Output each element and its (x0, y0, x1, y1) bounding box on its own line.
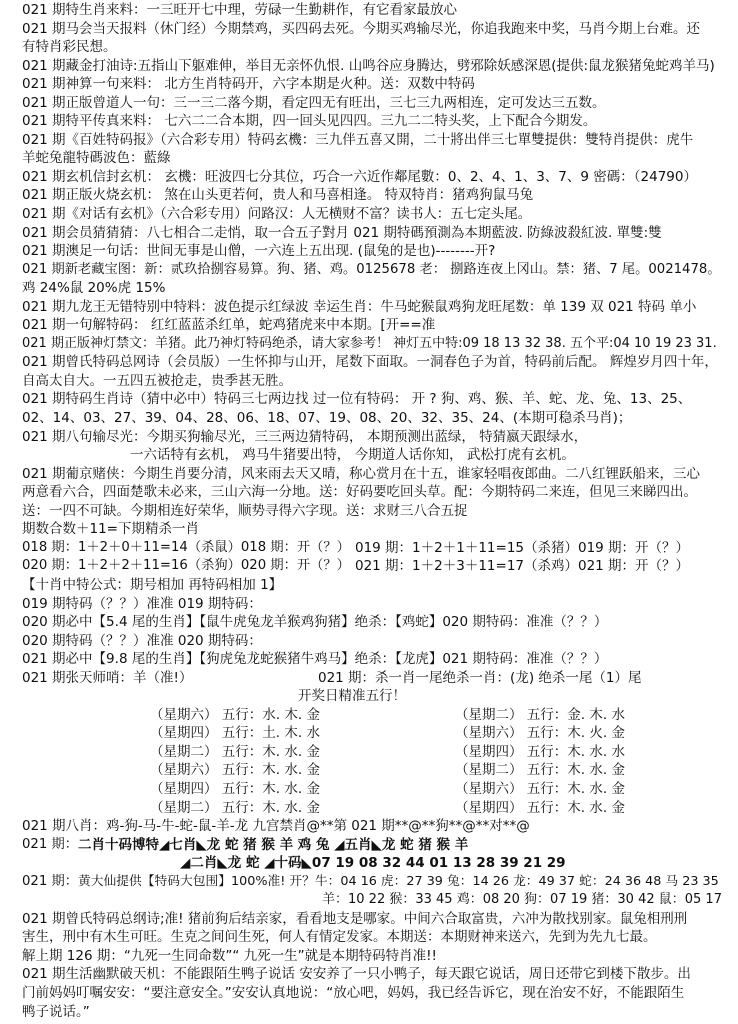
line-aozu-yijuhua: 021 期澳足一句话：世间无事是山僧，一六连上五出现. (鼠兔的是也)--------开? (22, 243, 496, 260)
line-te-shengxiao: 021 期特生肖来料：一三旺开七中理，劳碌一生勤耕作，有它看家最放心 (22, 2, 458, 18)
humor-line: 门前妈妈叮嘱安安：“要注意安全。”安安认真地说：“放心吧，妈妈，我已经告诉它，现在治安不好，不能跟陌生 (22, 984, 685, 1001)
bizhong-line: 020 期必中【5.4 尾的生肖】【鼠牛虎兔龙羊猴鸡狗猪】绝杀：【鸡蛇】020 期特码：准准（？？） (22, 614, 608, 631)
jieshang-line: 解上期 126 期：“九死一生同命数”“ 九死一生”就是本期特码特肖准!! (22, 947, 437, 964)
line-pujing-duxia: 021 期葡京赌侠：今期生肖要分清，风来雨去天又晴，称心赏月在十五，谁家轻唱夜郎曲。二八红锂跃船来，三心 (22, 465, 701, 482)
line-baixing-tema: 021 期《百姓特码报》（六合彩专用）特码玄機：三九伴五喜又開，二十將出伴三七單雙提供：雙特肖提供：虎牛 (22, 131, 694, 148)
formula-row (0, 557, 722, 576)
humor-line: 鸭子说话。” (22, 1003, 90, 1020)
wuxing-right: （星期四） 五行：木. 水. 水 (455, 743, 625, 760)
wuxing-right: （星期四） 五行：木. 水. 金 (455, 799, 625, 816)
line-xuanji-xinfeng: 021 期玄机信封玄机： 玄機：旺波四七分其位，巧合一六近作鄰尾數：0、2、4、1、3、7、9 密碼：（24790） (22, 168, 697, 185)
line-zengshi-wangshi-cont: 自高太自大。一五四五被抢走，贵季甚无胜。 (22, 372, 292, 389)
huangdaxian-row (0, 873, 722, 892)
huangdaxian-line2: 羊：10 22 猴：33 45 鸡：08 20 狗：07 19 猪：30 42 鼠：05 17 (322, 892, 722, 908)
line-mahui-baoliao: 021 期马会当天报料（休门经）今期禁鸡，买四码去死。今期买鸡输尽光，你追我跑来中奖，马肖今期上台难。还 (22, 20, 701, 37)
line-shensuan: 021 期神算一句来料： 北方生肖特码开，六字本期是火种。送：双数中特码 (22, 76, 475, 93)
zhangtianshi-right: 021 期：杀一肖一尾绝杀一肖：(龙) 绝杀一尾（1）尾 (318, 669, 642, 686)
humor-line: 021 期生活幽默破天机：不能跟陌生鸭子说话 安安养了一只小鸭子，每天跟它说话，周日还带它到楼下散步。出 (22, 966, 691, 983)
line-yiju-jie-tema: 021 期一句解特码： 红红蓝蓝杀红单，蛇鸡猪虎来中本期。[开==准 (22, 317, 436, 334)
zengshi-line: 021 期曾氏特码总纲诗;准! 猪前狗后结亲家，看看地支是哪家。中间六合取富贵，六冲为散找别家。鼠兔相刑刑 (22, 910, 688, 927)
wuxing-row (0, 743, 722, 762)
wuxing-left: （星期四） 五行：木. 水. 金 (150, 780, 320, 797)
line-pujing-duxia-cont1: 两意看六合，四面楚歌未必来，三山六海一分地。送：好码要吃回头草。配：今期特码二来连，但见三来睇四出。 (22, 484, 697, 501)
line-zengshi-wangshi: 021 期曾氏特码总网诗（会员版）一生怀抑与山开，尾数下面取。一洞春色子为首，特码前后配。 辉煌岁月四十年， (22, 354, 718, 371)
shima-row (0, 854, 722, 873)
line-zengdaoren: 021 期正版曾道人一句：三一三二落今期，看定四无有旺出，三七三九两相连，定可发达三五数。 (22, 94, 606, 111)
wuxing-right: （星期二） 五行：金. 木. 水 (455, 706, 625, 723)
bizhong-line: 021 期必中【9.8 尾的生肖】【狗虎兔龙蛇猴猪牛鸡马】绝杀：【龙虎】021 期特码：准准（？？） (22, 651, 608, 668)
shima-row (0, 836, 722, 855)
bazhao-line: 021 期八肖：鸡-狗-马-牛-蛇-鼠-羊-龙 九宫禁肖@**第 021 期**@**狗**@**对**@ (22, 818, 530, 835)
wuxing-left: （星期六） 五行：木. 水. 金 (150, 762, 320, 779)
line-mahui-baoliao-cont: 有特肖彩民想。 (22, 39, 117, 56)
line-tema-shengxiao-shi-cont: 02、14、03、27、39、04、28、06、18、07、19、08、20、32、35、24、(本期可稳杀马肖)； (22, 410, 632, 427)
bizhong-line: 020 期特码（？？）准准 020 期特码： (22, 632, 262, 649)
line-jiulongwang: 021 期九龙王无错特别中特料：波色提示红绿波 幸运生肖：牛马蛇猴鼠鸡狗龙旺尾数：单 139 双 021 特码 单小 (22, 298, 697, 315)
wuxing-row (0, 780, 722, 799)
line-tema-shengxiao-shi: 021 期特码生肖诗（猜中必中）特码三七两边找 过一位有特码： 开 ? 狗、鸡、猴、羊、蛇、龙、兔、13、25、 (22, 391, 692, 408)
wuxing-left: （星期二） 五行：木. 水. 金 (150, 799, 320, 816)
wuxing-row (0, 799, 722, 818)
line-duihua-xuanji: 021 期《对话有玄机》（六合彩专用）问路汉：人无横财不富？读书人：五七定头尾。 (22, 206, 532, 223)
wuxing-right: （星期二） 五行：木. 水. 金 (455, 762, 625, 779)
wuxing-left: （星期六） 五行：水. 木. 金 (150, 706, 320, 723)
line-shendeng: 021 期正版神灯禁文：羊猪。此乃神灯特码绝杀，请大家参考！ 神灯五中特:09 18 13 32 38. 五个平:04 10 19 23 31. (22, 335, 717, 351)
line-baju-shujin-cont: 一六话特有玄机， 鸡马牛猪要出特， 今期道人话你知， 武松打虎有玄机。 (130, 447, 575, 464)
zengshi-line: 害生，刑中有木生可旺。生克之间问生死，何人有情定发家。本期送：本期财神来送六，先到为先九七最。 (22, 929, 657, 946)
wuxing-title: 开奖日精准五行！ (298, 688, 406, 705)
bizhong-line: 019 期特码（？？）准准 019 期特码： (22, 595, 262, 612)
shima-line2: ◢二肖◣龙 蛇 ◢十码◣07 19 08 32 44 01 13 28 39 21 29 (180, 855, 566, 872)
formula-note: 【十肖中特公式：期号相加 再特码相加 1】 (22, 576, 283, 593)
huangdaxian-line1: 黄大仙提供【特码大包围】100%准! 开？牛：04 16 虎：27 39 兔：14 26 龙：49 37 蛇：24 36 48 马 23 35 (78, 873, 719, 889)
formula-row (0, 539, 722, 558)
line-cangjin-poem: 021 期藏金打油诗:五指山下躯难伸，举目无亲怀仇恨. 山鸣谷应身腾达，劈邪除妖感深恩(提供:鼠龙猴猪兔蛇鸡羊马) (22, 57, 715, 74)
line-canbaotu-percent: 鸡 24%鼠 20%虎 15% (22, 280, 166, 297)
shima-line1: 二肖十码博特◢七肖◣龙 蛇 猪 猴 羊 鸡 兔 ◢五肖◣龙 蛇 猪 猴 羊 (78, 836, 469, 853)
formula-row-right: 019 期：1＋2＋1＋11=15（杀猪）019 期：开（？） (355, 539, 690, 556)
zhangtianshi-row (0, 669, 722, 688)
huangdaxian-label: 021 期： (22, 873, 78, 889)
line-canbaotu: 021 期新老藏宝图：新：贰玖拾捌容易算。狗、猪、鸡。0125678 老： 捌路连夜上冈山。禁：猪、7 尾。0021478。 (22, 261, 721, 277)
wuxing-row (0, 706, 722, 725)
zhangtianshi-left: 021 期张天师哨：羊（准!） (22, 669, 193, 686)
shima-label: 021 期： (22, 836, 78, 852)
line-huiyuan-caicai: 021 期会员猜猜猜：八七相合二走悄，取一合五子對月 021 期特碼預測為本期藍波. 防綠波殺紅波. 單雙:雙 (22, 224, 662, 241)
line-teping-chuanzhen: 021 期特平传真来料： 七六二二合本期，四一回头见四四。三九二二特头奖，上下配合今期发。 (22, 113, 597, 130)
wuxing-left: （星期四） 五行：土. 木. 水 (150, 725, 320, 742)
formula-row-left: 018 期：1＋2＋0＋11=14（杀鼠）018 期：开（？） (22, 539, 350, 555)
huangdaxian-row (0, 891, 722, 910)
wuxing-right: （星期六） 五行：木. 水. 金 (455, 780, 625, 797)
line-baixing-tema-cont: 羊蛇兔龍特碼波色：藍綠 (22, 150, 171, 167)
wuxing-left: （星期二） 五行：木. 水. 金 (150, 743, 320, 760)
wuxing-row (0, 761, 722, 780)
line-pujing-duxia-cont2: 送：一四不可缺。今期相连好荣华，顺势寻得六字现。送：求财三八合五捉 (22, 502, 468, 519)
formula-row-left: 020 期：1＋2＋2＋11=16（杀狗）020 期：开（？） (22, 558, 350, 574)
formula-title: 期数合数＋11=下期精杀一肖 (22, 521, 199, 538)
wuxing-right: （星期六） 五行：木. 火. 金 (455, 725, 625, 742)
line-huoshao-xuanji: 021 期正版火烧玄机： 煞在山头更若何，贵人和马喜相逢。 特双特肖：猪鸡狗鼠马兔 (22, 187, 534, 204)
formula-row-right: 021 期：1＋2＋3＋11=17（杀鸡）021 期：开（？） (355, 558, 690, 575)
line-baju-shujin: 021 期八句输尽光：今期买狗输尽光，三三两边猜特码， 本期预测出蓝绿， 特猜嬴天跟绿水， (22, 428, 588, 445)
wuxing-row (0, 724, 722, 743)
